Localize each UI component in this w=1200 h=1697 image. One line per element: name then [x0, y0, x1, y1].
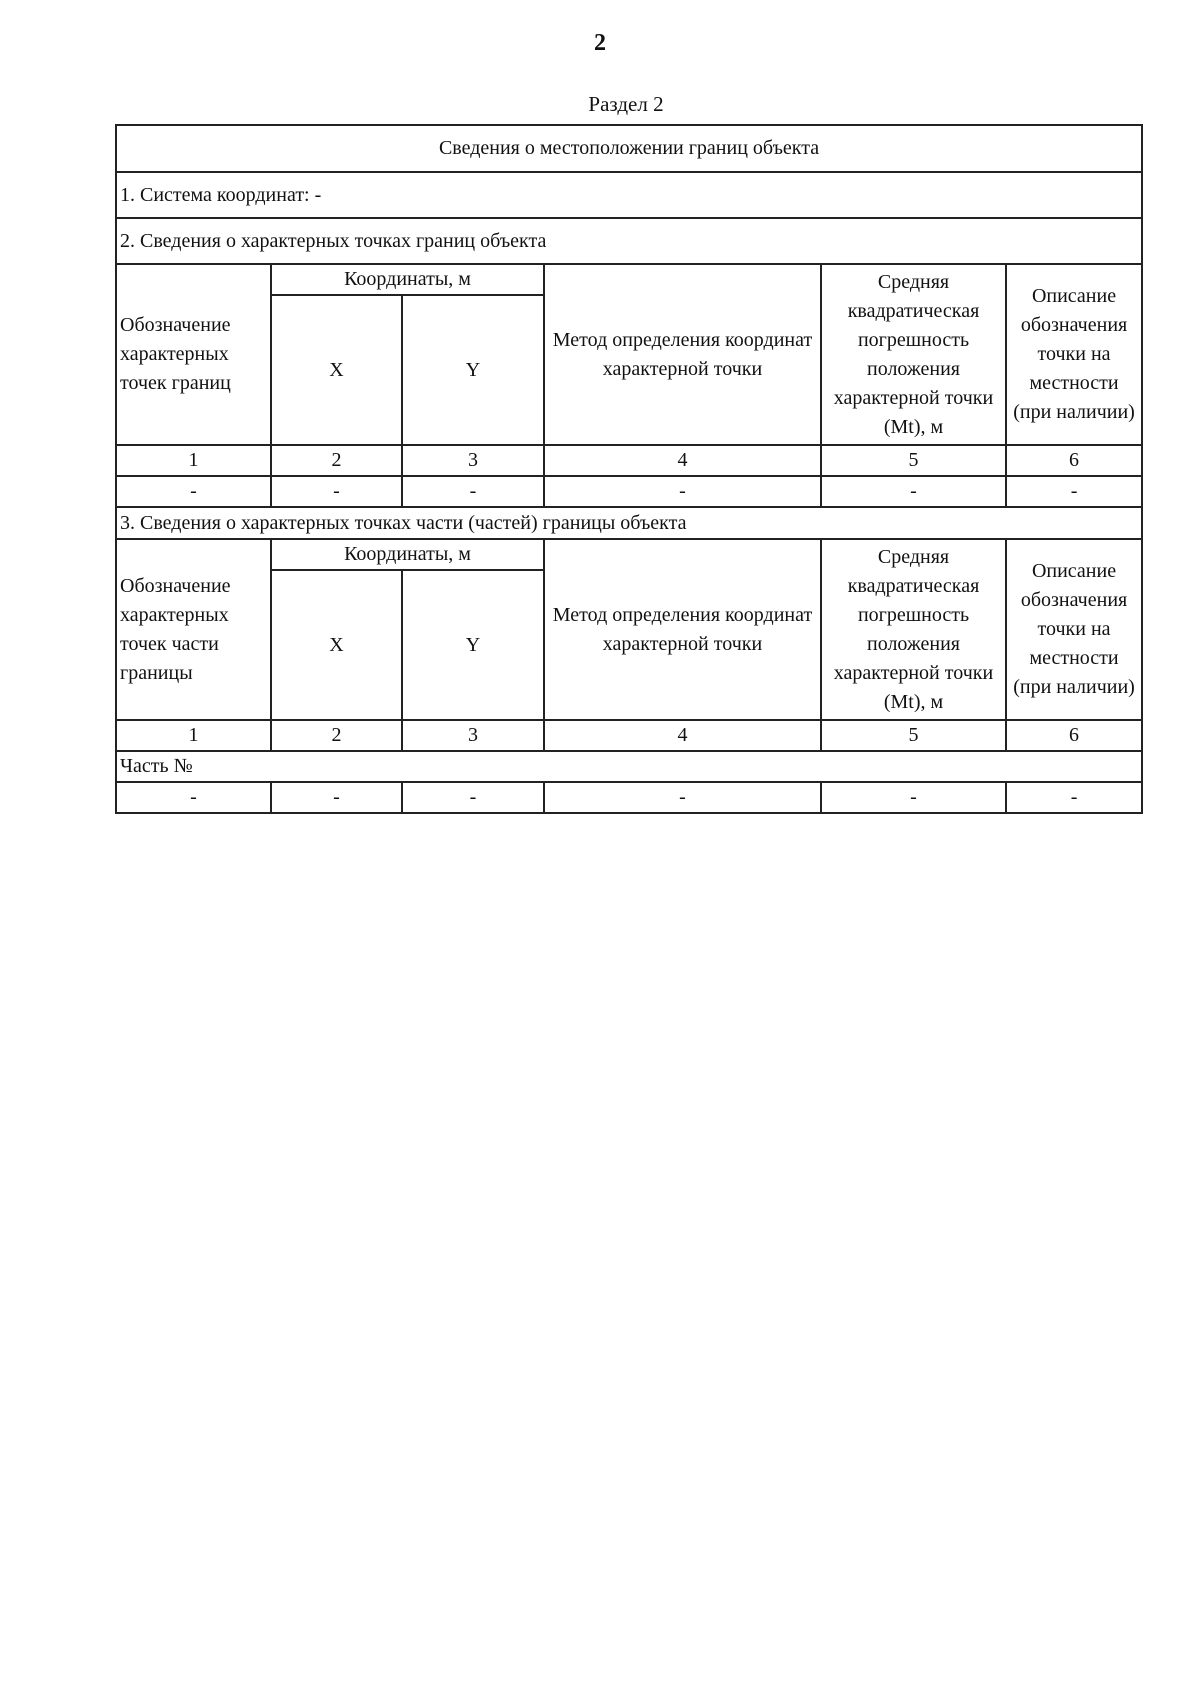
block2-part-row	[116, 751, 1142, 782]
page-number: 2	[594, 30, 606, 56]
block1-col-method: Метод определения координат характерной точки	[544, 264, 821, 445]
block1-cell: -	[1006, 476, 1142, 507]
block2-num: 1	[116, 720, 271, 751]
block2-col-designation: Обозначение характерных точек части границы	[116, 539, 271, 720]
boundary-table	[115, 124, 1143, 814]
block2-header-row	[116, 539, 1142, 570]
block2-heading-row	[116, 507, 1142, 539]
block2-col-y: Y	[402, 570, 544, 720]
block1-col-coordinates: Координаты, м	[271, 264, 544, 295]
block1-cell: -	[821, 476, 1006, 507]
block1-heading-row	[116, 218, 1142, 264]
block2-num: 3	[402, 720, 544, 751]
block2-cell: -	[271, 782, 402, 813]
block1-cell: -	[116, 476, 271, 507]
block1-cell: -	[271, 476, 402, 507]
block2-cell: -	[116, 782, 271, 813]
block2-col-error: Средняя квадратическая погрешность положения характерной точки (Mt), м	[821, 539, 1006, 720]
block1-cell: -	[402, 476, 544, 507]
block2-col-method: Метод определения координат характерной точки	[544, 539, 821, 720]
block2-cell: -	[1006, 782, 1142, 813]
block2-data-row	[116, 782, 1142, 813]
coord-system: 1. Система координат: -	[116, 172, 1142, 218]
block1-col-x: X	[271, 295, 402, 445]
section-label: Раздел 2	[588, 92, 664, 116]
block1-num: 5	[821, 445, 1006, 476]
block2-part-label: Часть №	[116, 751, 1142, 782]
block2-col-x: X	[271, 570, 402, 720]
block1-num: 2	[271, 445, 402, 476]
block1-data-row	[116, 476, 1142, 507]
block2-cell: -	[821, 782, 1006, 813]
block2-col-coordinates: Координаты, м	[271, 539, 544, 570]
block1-num: 3	[402, 445, 544, 476]
block1-header-row	[116, 264, 1142, 295]
block2-cell: -	[544, 782, 821, 813]
block2-numbers-row	[116, 720, 1142, 751]
block1-numbers-row	[116, 445, 1142, 476]
block2-num: 6	[1006, 720, 1142, 751]
block1-cell: -	[544, 476, 821, 507]
table-title: Сведения о местоположении границ объекта	[116, 125, 1142, 172]
block1-num: 4	[544, 445, 821, 476]
block2-col-description: Описание обозначения точки на местности (при наличии)	[1006, 539, 1142, 720]
block1-num: 6	[1006, 445, 1142, 476]
block2-num: 2	[271, 720, 402, 751]
block1-num: 1	[116, 445, 271, 476]
block1-col-y: Y	[402, 295, 544, 445]
block1-col-description: Описание обозначения точки на местности (при наличии)	[1006, 264, 1142, 445]
block1-col-designation: Обозначение характерных точек границ	[116, 264, 271, 445]
block1-col-error: Средняя квадратическая погрешность положения характерной точки (Mt), м	[821, 264, 1006, 445]
table-title-row	[116, 125, 1142, 172]
block2-heading: 3. Сведения о характерных точках части (частей) границы объекта	[116, 507, 1142, 539]
block2-num: 4	[544, 720, 821, 751]
block2-cell: -	[402, 782, 544, 813]
coord-system-row	[116, 172, 1142, 218]
block1-heading: 2. Сведения о характерных точках границ объекта	[116, 218, 1142, 264]
block2-num: 5	[821, 720, 1006, 751]
